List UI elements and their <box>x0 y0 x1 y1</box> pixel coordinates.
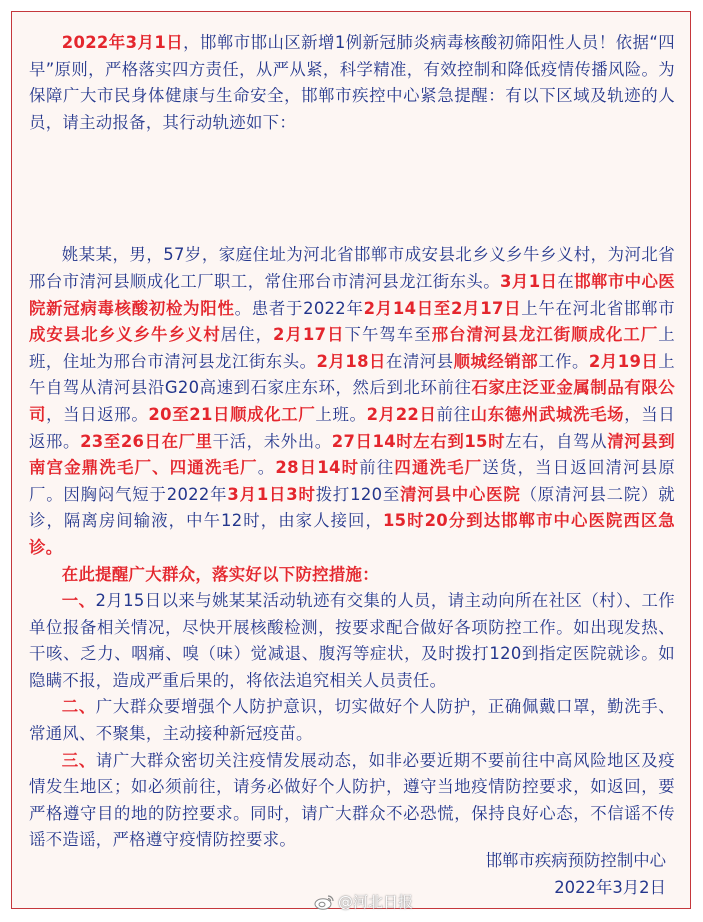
body-text: 上班。 <box>315 404 367 424</box>
body-text: ，邯郸市邯山区新增1例新冠肺炎病毒核酸初筛阳性人员！依据“四早”原则，严格落实四方责任，从严从紧，科学精准，有效控制和降低疫情传播风险。为保障广大市民身体健康与生命安全，邯郸市疾控中心紧急提醒：有以下区域及轨迹的人员，请主动报备，其行动轨迹如下： <box>29 33 675 132</box>
highlight-text: 2月19日 <box>588 351 659 371</box>
highlight-text: 山东德州武城洗毛场 <box>470 404 625 424</box>
body-text: 干活，未外出。 <box>212 431 332 451</box>
highlight-text: 2月18日 <box>316 351 386 371</box>
body-text: 。 <box>257 458 276 478</box>
highlight-text: 15时20分到达邯郸市中心医院西区急诊。 <box>29 511 675 557</box>
body-text: 广大群众要增强个人防护意识，切实做好个人防护，正确佩戴口罩，勤洗手、常通风、不聚集，主动接种新冠疫苗。 <box>29 697 675 744</box>
highlight-text: 邢台清河县龙江街顺成化工厂 <box>431 325 659 345</box>
paragraph <box>29 562 675 589</box>
paragraph <box>29 694 675 747</box>
highlight-text: 3月1日 <box>500 271 558 291</box>
watermark <box>314 891 413 912</box>
paragraph <box>29 588 675 694</box>
body-text: 上午自驾从清河县沿G20高速到石家庄东环，然后到北环前往 <box>29 351 675 398</box>
highlight-text: 清河县到南宫金鼎洗毛厂、四通洗毛厂 <box>29 431 675 478</box>
body-text: 工作。 <box>538 351 589 371</box>
highlight-text: 2月22日 <box>366 404 437 424</box>
body-text: 在清河县 <box>385 351 454 371</box>
watermark-text: @河北日报 <box>338 893 414 911</box>
body-text: 请广大群众密切关注疫情发展动态，如非必要近期不要前往中高风险地区及疫情发生地区；如必须前往，请务必做好个人防护，遵守当地疫情防控要求，如返回，要严格遵守目的地的防控要求。同时，请广大群众不必恐慌，保持良好心态，不信谣不传谣不造谣，严格遵守疫情防控要求。 <box>29 750 675 850</box>
highlight-text: 27日14时左右到15时 <box>331 431 506 451</box>
body-text: 左右，自驾从 <box>505 431 608 451</box>
body-text: 姚某某，男，57岁，家庭住址为河北省邯郸市成安县北乡义乡牛乡义村，为河北省邢台市清河县顺成化工厂职工，常住邢台市清河县龙江街东头。 <box>29 245 675 291</box>
highlight-text: 成安县北乡义乡牛乡义村 <box>29 325 221 345</box>
highlight-text: 2022年3月1日 <box>61 33 184 52</box>
highlight-text: 二、 <box>61 697 96 717</box>
body-text: 前往 <box>359 458 395 478</box>
paragraph <box>29 30 675 136</box>
highlight-text: 23至26日在厂里 <box>80 431 213 451</box>
body-text: （原清河县二院）就诊，隔离房间输液，中午12时，由家人接回， <box>29 484 676 531</box>
body-text: 下午驾车至 <box>344 325 432 345</box>
body-text: 上班，住址为邢台市清河县龙江街东头。 <box>29 325 675 371</box>
body-text: 拨打120至 <box>315 484 401 504</box>
highlight-text: 四通洗毛厂 <box>394 458 483 478</box>
highlight-text: 3月1日3时 <box>227 484 316 504</box>
highlight-text: 2月14日至2月17日 <box>363 298 522 318</box>
highlight-text: 在此提醒广大群众，落实好以下防控措施： <box>61 564 379 584</box>
body-text: 2月15日以来与姚某某活动轨迹有交集的人员，请主动向所在社区（村）、工作单位报备相关情况，尽快开展核酸检测，按要求配合做好各项防控工作。如出现发热、干咳、乏力、咽痛、嗅（味）觉减退、腹泻等症状，及时拨打120到指定医院就诊。如隐瞒不报，造成严重后果的，将依法追究相关人员责任。 <box>29 591 675 690</box>
body-text: 在 <box>557 271 575 291</box>
highlight-text: 一、 <box>61 591 96 611</box>
body-text: ，当日返邢。 <box>29 404 676 451</box>
body-text: 前往 <box>436 404 471 424</box>
highlight-text: 清河县中心医院 <box>400 484 521 504</box>
body-text: 居住， <box>220 325 274 345</box>
body-text: 送货，当日返回清河县原厂。因胸闷气短于2022年 <box>29 458 676 504</box>
signature-org: 邯郸市疾病预防控制中心 <box>485 851 666 870</box>
highlight-text: 三、 <box>61 750 96 770</box>
notice-body <box>29 30 675 854</box>
highlight-text: 2月17日 <box>273 325 345 345</box>
highlight-text: 石家庄泛亚金属制品有限公司 <box>29 378 676 424</box>
body-text: 。患者于2022年 <box>234 298 364 318</box>
paragraph <box>29 242 675 561</box>
signature-block <box>486 848 666 901</box>
body-text: ，当日返邢。 <box>46 404 149 424</box>
signature-date: 2022年3月2日 <box>554 877 666 897</box>
highlight-text: 邯郸市中心医院新冠病毒核酸初检为阳性 <box>29 271 675 318</box>
highlight-text: 20至21日顺成化工厂 <box>148 404 316 424</box>
paragraph <box>29 748 675 854</box>
weibo-icon <box>314 894 334 910</box>
highlight-text: 顺城经销部 <box>453 351 539 371</box>
highlight-text: 28日14时 <box>275 458 360 478</box>
body-text: 上午在河北省邯郸市 <box>521 298 675 318</box>
